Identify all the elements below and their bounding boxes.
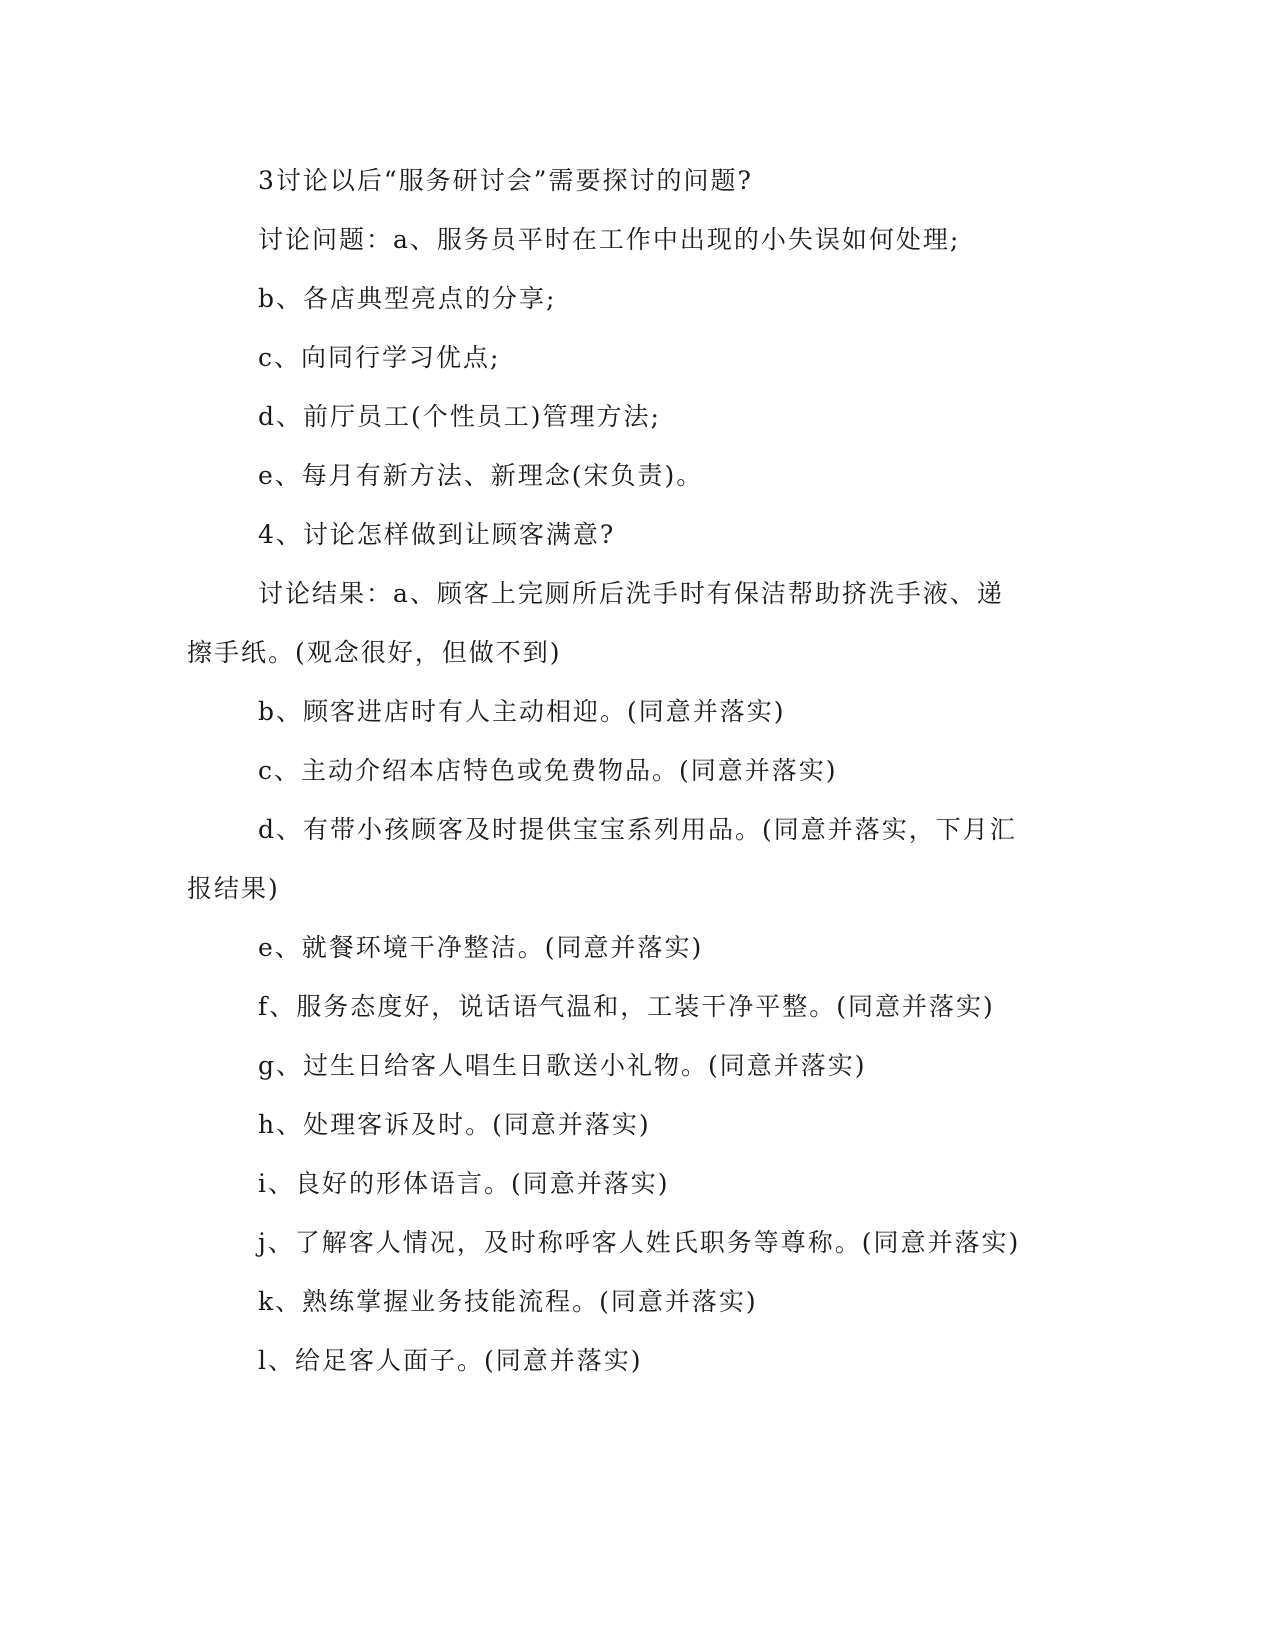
result-item-l: l、给足客人面子。(同意并落实) — [258, 1346, 643, 1375]
paragraph-discussion-results: 讨论结果：a、顾客上完厕所后洗手时有保洁帮助挤洗手液、递 — [258, 579, 1004, 608]
list-item-c: c、向同行学习优点; — [258, 343, 501, 372]
paragraph-discussion-results-continued: 擦手纸。(观念很好，但做不到) — [187, 638, 562, 667]
list-item-e: e、每月有新方法、新理念(宋负责)。 — [258, 461, 704, 490]
list-item-d: d、前厅员工(个性员工)管理方法; — [258, 402, 661, 431]
result-item-d-continued: 报结果) — [187, 874, 280, 903]
result-item-i: i、良好的形体语言。(同意并落实) — [258, 1169, 670, 1198]
result-item-b: b、顾客进店时有人主动相迎。(同意并落实) — [258, 697, 786, 726]
result-item-d: d、有带小孩顾客及时提供宝宝系列用品。(同意并落实，下月汇 — [258, 815, 1017, 844]
result-item-e: e、就餐环境干净整洁。(同意并落实) — [258, 933, 704, 962]
result-item-j: j、了解客人情况，及时称呼客人姓氏职务等尊称。(同意并落实) — [258, 1228, 1021, 1257]
result-item-k: k、熟练掌握业务技能流程。(同意并落实) — [258, 1287, 758, 1316]
result-item-g: g、过生日给客人唱生日歌送小礼物。(同意并落实) — [258, 1051, 867, 1080]
result-item-c: c、主动介绍本店特色或免费物品。(同意并落实) — [258, 756, 838, 785]
result-item-f: f、服务态度好，说话语气温和，工装干净平整。(同意并落实) — [258, 992, 995, 1021]
result-item-h: h、处理客诉及时。(同意并落实) — [258, 1110, 651, 1139]
paragraph-discussion-issues: 讨论问题：a、服务员平时在工作中出现的小失误如何处理; — [258, 225, 961, 254]
paragraph-topic-4: 4、讨论怎样做到让顾客满意? — [258, 520, 616, 549]
paragraph-topic-3: 3讨论以后“服务研讨会”需要探讨的问题? — [258, 166, 753, 195]
list-item-b: b、各店典型亮点的分享; — [258, 284, 557, 313]
